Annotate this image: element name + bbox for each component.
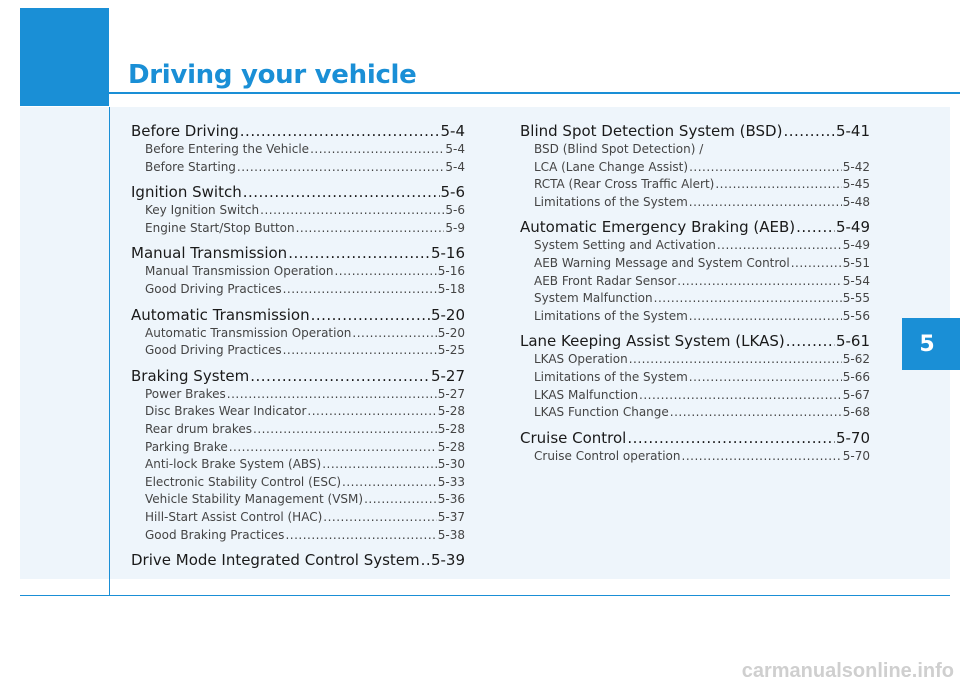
item-title: Rear drum brakes [145, 421, 253, 436]
toc-item-hill-start-assist-control-hac[interactable] [131, 509, 465, 527]
toc-item-automatic-transmission-operation[interactable] [131, 325, 465, 343]
item-page: 5-4 [445, 142, 465, 156]
toc-item-disc-brakes-wear-indicator[interactable] [131, 403, 465, 421]
item-page: 5-27 [437, 386, 465, 401]
item-page: 5-54 [842, 273, 870, 288]
item-title: LCA (Lane Change Assist) [534, 159, 689, 174]
toc-item-good-driving-practices[interactable] [131, 342, 465, 360]
item-title: RCTA (Rear Cross Traffic Alert) [534, 177, 715, 192]
item-title: Automatic Transmission Operation [145, 325, 352, 340]
toc-section-lane-keeping-assist-system-lkas[interactable] [520, 331, 870, 351]
toc-item-lca-lane-change-assist[interactable] [520, 159, 870, 177]
section-title: Braking System [131, 366, 250, 385]
item-page: 5-42 [842, 159, 870, 174]
item-page: 5-38 [437, 527, 465, 542]
dot-leader [237, 159, 444, 177]
item-page: 5-33 [437, 474, 465, 489]
toc-section-automatic-emergency-braking-aeb[interactable] [520, 217, 870, 237]
item-title: Vehicle Stability Management (VSM) [145, 492, 364, 507]
toc-item-aeb-warning-message-and-system-control[interactable] [520, 255, 870, 273]
item-title: Anti-lock Brake System (ABS) [145, 457, 322, 472]
item-title: System Setting and Activation [534, 238, 716, 253]
section-title: Cruise Control [520, 428, 627, 447]
section-title: Lane Keeping Assist System (LKAS) [520, 332, 785, 351]
dot-leader [243, 182, 440, 202]
section-page: 5-27 [430, 366, 465, 385]
section-page: 5-16 [430, 244, 465, 263]
dot-leader [717, 237, 842, 255]
item-page: 5-36 [437, 492, 465, 507]
dot-leader [677, 273, 841, 291]
dot-leader [283, 342, 437, 360]
dot-leader [322, 456, 437, 474]
item-page: 5-28 [437, 439, 465, 454]
item-page: 5-55 [842, 291, 870, 306]
dot-leader [689, 159, 842, 177]
toc-item-electronic-stability-control-esc[interactable] [131, 474, 465, 492]
toc-item-manual-transmission-operation[interactable] [131, 263, 465, 281]
section-title: Automatic Transmission [131, 305, 310, 324]
item-page: 5-20 [437, 325, 465, 340]
item-page: 5-6 [445, 203, 465, 218]
item-page: 5-68 [842, 405, 870, 420]
dot-leader [689, 194, 842, 212]
item-title: Cruise Control operation [534, 448, 681, 463]
section-title: Automatic Emergency Braking (AEB) [520, 218, 796, 237]
toc-section-manual-transmission[interactable] [131, 243, 465, 263]
toc-item-limitations-of-the-system[interactable] [520, 194, 870, 212]
dot-leader [791, 255, 842, 273]
section-page: 5-41 [835, 122, 870, 140]
toc-item-lkas-function-change[interactable] [520, 404, 870, 422]
item-page: 5-66 [842, 369, 870, 384]
toc-section-ignition-switch[interactable] [131, 182, 465, 202]
dot-leader [240, 121, 440, 141]
toc-item-good-driving-practices[interactable] [131, 281, 465, 299]
dot-leader [283, 281, 437, 299]
item-page: 5-49 [842, 238, 870, 253]
item-page: 5-51 [842, 255, 870, 270]
item-page: 5-18 [437, 281, 465, 296]
dot-leader [229, 439, 437, 457]
item-page: 5-70 [842, 448, 870, 463]
toc-section-cruise-control[interactable] [520, 428, 870, 448]
dot-leader [296, 220, 445, 238]
dot-leader [783, 121, 835, 141]
item-title: Hill-Start Assist Control (HAC) [145, 509, 323, 524]
item-page: 5-28 [437, 404, 465, 419]
section-page: 5-4 [440, 122, 465, 140]
toc-section-automatic-transmission[interactable] [131, 305, 465, 325]
dot-leader [310, 141, 444, 159]
toc-item-system-malfunction[interactable] [520, 290, 870, 308]
dot-leader [682, 448, 842, 466]
dot-leader [334, 263, 436, 281]
dot-leader [715, 176, 841, 194]
dot-leader [288, 243, 430, 263]
dot-leader [786, 331, 835, 351]
dot-leader [654, 290, 842, 308]
item-title: Good Driving Practices [145, 343, 282, 358]
watermark-text: carmanualsonline.info [741, 660, 954, 682]
item-page: 5-48 [842, 194, 870, 209]
section-page: 5-49 [835, 218, 870, 237]
item-title: AEB Front Radar Sensor [534, 273, 677, 288]
item-title: Limitations of the System [534, 194, 688, 209]
toc-column-right [520, 121, 870, 465]
toc-item-before-entering-the-vehicle[interactable] [131, 141, 465, 159]
toc-item-lkas-malfunction[interactable] [520, 387, 870, 405]
toc-item-limitations-of-the-system[interactable] [520, 369, 870, 387]
toc-item-power-brakes[interactable] [131, 386, 465, 404]
item-title: Electronic Stability Control (ESC) [145, 474, 342, 489]
item-page: 5-28 [437, 421, 465, 436]
dot-leader [670, 404, 842, 422]
section-title: Drive Mode Integrated Control System [131, 551, 420, 570]
item-title: LKAS Function Change [534, 405, 669, 420]
dot-leader [421, 550, 430, 570]
chapter-tab[interactable]: 5 [902, 318, 960, 370]
toc-item-cruise-control-operation[interactable] [520, 448, 870, 466]
dot-leader [307, 403, 436, 421]
dot-leader [342, 474, 437, 492]
dot-leader [323, 509, 437, 527]
item-page: 5-37 [437, 509, 465, 524]
item-title: Good Braking Practices [145, 527, 285, 542]
item-title: Limitations of the System [534, 308, 688, 323]
item-page: 5-62 [842, 352, 870, 367]
toc-section-braking-system[interactable] [131, 366, 465, 386]
dot-leader [627, 428, 835, 448]
item-title: Before Entering the Vehicle [145, 142, 310, 156]
section-title: Ignition Switch [131, 183, 242, 202]
item-page: 5-4 [445, 159, 465, 174]
item-title: Engine Start/Stop Button [145, 220, 295, 235]
toc-item-parking-brake[interactable] [131, 439, 465, 457]
toc-item-system-setting-and-activation[interactable] [520, 237, 870, 255]
toc-item-aeb-front-radar-sensor[interactable] [520, 273, 870, 291]
section-title: Blind Spot Detection System (BSD) [520, 122, 783, 140]
toc-item-engine-start-stop-button[interactable] [131, 220, 465, 238]
toc-item-before-starting[interactable] [131, 159, 465, 177]
dot-leader [311, 305, 430, 325]
item-title: LKAS Operation [534, 352, 628, 367]
item-page: 5-16 [437, 264, 465, 279]
dot-leader [352, 325, 436, 343]
page-title: Driving your vehicle [128, 60, 417, 90]
dot-leader [250, 366, 430, 386]
dot-leader [227, 386, 437, 404]
toc-item-limitations-of-the-system[interactable] [520, 308, 870, 326]
section-title: Manual Transmission [131, 244, 288, 263]
toc-item-bsd-blind-spot-detection[interactable]: BSD (Blind Spot Detection) / [534, 142, 704, 156]
item-title: LKAS Malfunction [534, 387, 639, 402]
item-title: Disc Brakes Wear Indicator [145, 404, 307, 419]
bottom-rule [20, 595, 950, 596]
toc-item-rcta-rear-cross-traffic-alert[interactable] [520, 176, 870, 194]
toc-section-drive-mode-integrated-control-system[interactable] [131, 550, 465, 570]
margin-rule [109, 107, 110, 596]
dot-leader [364, 491, 437, 509]
title-underline [109, 92, 960, 94]
toc-item-rear-drum-brakes[interactable] [131, 421, 465, 439]
toc-section-blind-spot-detection-system-bsd[interactable] [520, 121, 870, 141]
section-page: 5-39 [430, 551, 465, 570]
item-title: AEB Warning Message and System Control [534, 255, 790, 270]
section-title: Before Driving [131, 122, 239, 140]
item-title: Parking Brake [145, 439, 228, 454]
item-title: Power Brakes [145, 386, 226, 401]
toc-item-key-ignition-switch[interactable] [131, 202, 465, 220]
item-title: System Malfunction [534, 291, 653, 306]
item-title: Key Ignition Switch [145, 203, 260, 218]
section-page: 5-70 [835, 428, 870, 447]
toc-section-before-driving[interactable] [131, 121, 465, 141]
toc-column-left [131, 121, 465, 570]
toc-item-anti-lock-brake-system-abs[interactable] [131, 456, 465, 474]
item-page: 5-56 [842, 308, 870, 323]
dot-leader [260, 202, 444, 220]
dot-leader [689, 369, 842, 387]
dot-leader [285, 527, 436, 545]
section-page: 5-6 [440, 183, 465, 202]
section-page: 5-61 [835, 332, 870, 351]
item-page: 5-9 [445, 220, 465, 235]
item-page: 5-25 [437, 343, 465, 358]
dot-leader [639, 387, 842, 405]
item-title: Before Starting [145, 159, 236, 174]
item-page: 5-30 [437, 457, 465, 472]
toc-item-lkas-operation[interactable] [520, 351, 870, 369]
dot-leader [253, 421, 437, 439]
header-color-block [20, 8, 109, 106]
item-title: Limitations of the System [534, 369, 688, 384]
dot-leader [629, 351, 842, 369]
toc-item-good-braking-practices[interactable] [131, 527, 465, 545]
item-title: Good Driving Practices [145, 281, 282, 296]
item-page: 5-67 [842, 387, 870, 402]
item-title: Manual Transmission Operation [145, 264, 334, 279]
item-page: 5-45 [842, 177, 870, 192]
toc-item-vehicle-stability-management-vsm[interactable] [131, 491, 465, 509]
dot-leader [796, 217, 835, 237]
section-page: 5-20 [430, 305, 465, 324]
dot-leader [689, 308, 842, 326]
